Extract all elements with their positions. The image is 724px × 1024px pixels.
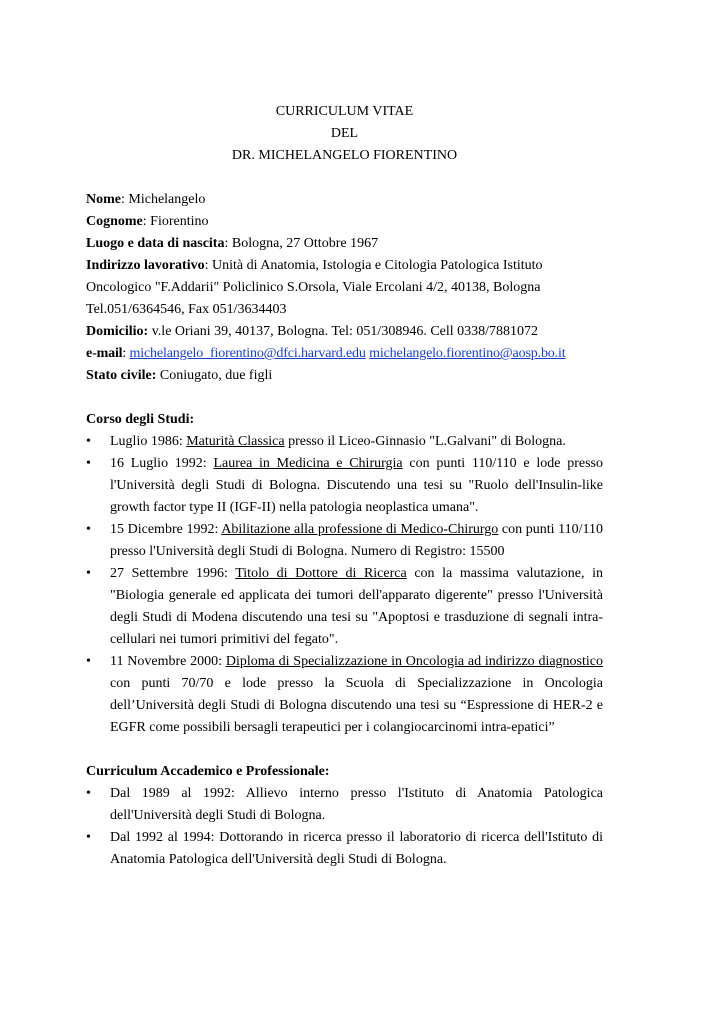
studi-degree: Diploma di Specializzazione in Oncologia ad indirizzo diagnostico <box>225 654 603 669</box>
studi-date: Luglio 1986: <box>110 434 187 449</box>
indirizzo-row <box>86 255 603 321</box>
studi-list <box>86 431 603 739</box>
studi-degree: Laurea in Medicina e Chirurgia <box>213 456 403 471</box>
studi-date: 16 Luglio 1992: <box>110 456 214 471</box>
accademico-item <box>86 783 603 827</box>
email-link-harvard[interactable]: michelangelo_fiorentino@dfci.harvard.edu <box>129 346 366 361</box>
studi-desc: con la massima valutazione, in "Biologia generale ed applicata dei tumori dell'apparato digerente" presso l'Università degli Studi di Modena discutendo una tesi su "Apoptosi e trasduzione di segnali intra-cellulari nei tumori primitivi del fegato". <box>110 566 603 647</box>
studi-date: 11 Novembre 2000: <box>110 654 226 669</box>
accademico-list <box>86 783 603 871</box>
nome-label: Nome <box>86 192 121 207</box>
cognome-value: : Fiorentino <box>142 214 209 229</box>
cognome-row <box>86 211 603 233</box>
cognome-label: Cognome <box>86 214 143 229</box>
studi-degree: Titolo di Dottore di Ricerca <box>235 566 407 581</box>
email-label: e-mail <box>86 346 123 361</box>
studi-date: 27 Settembre 1996: <box>110 566 236 581</box>
studi-degree: Abilitazione alla professione di Medico-Chirurgo <box>221 522 499 537</box>
studi-desc: con punti 110/110 presso l'Università degli Studi di Bologna. Numero di Registro: 15500 <box>110 522 604 559</box>
accademico-text: Dal 1989 al 1992: Allievo interno presso l'Istituto di Anatomia Patologica dell'Università degli Studi di Bologna. <box>110 786 603 823</box>
stato-value: Coniugato, due figli <box>156 368 273 383</box>
accademico-heading: Curriculum Accademico e Professionale: <box>86 764 330 779</box>
studi-item <box>86 519 603 563</box>
cv-title <box>86 101 603 167</box>
spacer <box>86 387 603 409</box>
nome-value: : Michelangelo <box>121 192 206 207</box>
studi-section <box>86 409 603 739</box>
bullet: • <box>86 786 91 801</box>
studi-item <box>86 563 603 651</box>
studi-date: 15 Dicembre 1992: <box>110 522 222 537</box>
accademico-text: Dal 1992 al 1994: Dottorando in ricerca presso il laboratorio di ricerca dell'Istituto di Anatomia Patologica dell'Università degli Studi di Bologna. <box>110 830 603 867</box>
domicilio-value: v.le Oriani 39, 40137, Bologna. Tel: 051/308946. Cell 0338/7881072 <box>148 324 539 339</box>
title-line-1: CURRICULUM VITAE <box>275 104 414 119</box>
studi-item <box>86 453 603 519</box>
bullet: • <box>86 830 91 845</box>
domicilio-label: Domicilio: <box>86 324 149 339</box>
studi-desc: presso il Liceo-Ginnasio "L.Galvani" di Bologna. <box>284 434 566 449</box>
bullet: • <box>86 566 91 581</box>
bullet: • <box>86 654 91 669</box>
studi-item <box>86 651 603 739</box>
bullet: • <box>86 434 91 449</box>
title-line-3: DR. MICHELANGELO FIORENTINO <box>231 148 458 163</box>
indirizzo-label: Indirizzo lavorativo <box>86 258 205 273</box>
nascita-label: Luogo e data di nascita <box>86 236 225 251</box>
spacer <box>86 739 603 761</box>
nascita-row <box>86 233 603 255</box>
domicilio-row <box>86 321 603 343</box>
indirizzo-value: : Unità di Anatomia, Istologia e Citologia Patologica Istituto Oncologico "F.Addarii" Policlinico S.Orsola, Viale Ercolani 4/2, 40138, Bologna Tel.051/6364546, Fax 051/3634403 <box>86 258 543 317</box>
email-separator: : <box>122 346 130 361</box>
email-row <box>86 343 603 365</box>
cv-content <box>86 101 603 871</box>
bullet: • <box>86 522 91 537</box>
bullet: • <box>86 456 91 471</box>
stato-row <box>86 365 603 387</box>
studi-degree: Maturità Classica <box>186 434 285 449</box>
stato-label: Stato civile: <box>86 368 157 383</box>
nascita-value: : Bologna, 27 Ottobre 1967 <box>224 236 379 251</box>
studi-desc: con punti 70/70 e lode presso la Scuola di Specializzazione in Oncologia dell’Università degli Studi di Bologna discutendo una tesi su “Espressione di HER-2 e EGFR come possibili bersagli terapeutici per i colangiocarcinomi intra-epatici” <box>110 676 603 735</box>
studi-item <box>86 431 603 453</box>
studi-heading: Corso degli Studi: <box>86 412 195 427</box>
email-link-aosp[interactable]: michelangelo.fiorentino@aosp.bo.it <box>369 346 566 361</box>
accademico-section <box>86 761 603 871</box>
studi-desc: con punti 110/110 e lode presso l'Università degli Studi di Bologna. Discutendo una tesi su "Ruolo dell'Insulin-like growth factor type II (IGF-II) nella patologia neoplastica umana". <box>110 456 603 515</box>
nome-row <box>86 189 603 211</box>
personal-info <box>86 189 603 387</box>
accademico-item <box>86 827 603 871</box>
title-line-2: DEL <box>330 126 359 141</box>
